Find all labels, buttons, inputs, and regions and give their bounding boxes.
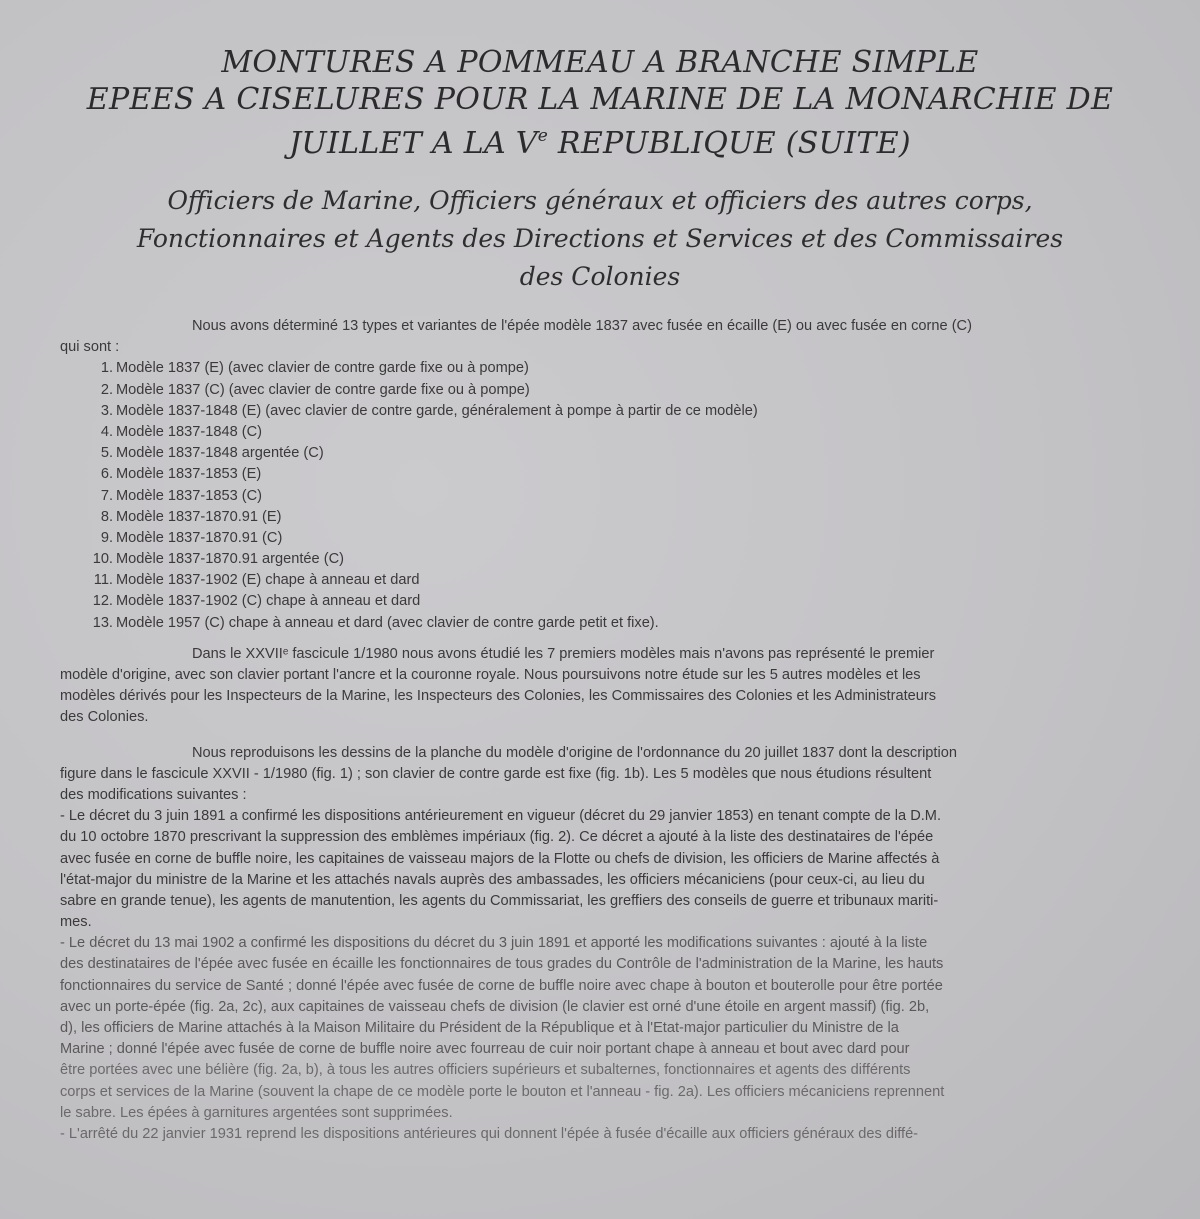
title-line-3-start: JUILLET A LA V	[289, 126, 538, 161]
model-list-number: 13.	[92, 614, 113, 631]
spacer	[60, 729, 1150, 743]
para3-line-18: le sabre. Les épées à garnitures argentées sont supprimées.	[60, 1104, 453, 1121]
model-list-item	[60, 464, 1150, 485]
model-list-item	[60, 380, 1150, 401]
title-line-3	[0, 118, 1200, 162]
para3-line-14: d), les officiers de Marine attachés à la Maison Militaire du Président de la République et à l'Etat-major particulier du Ministre de la	[60, 1020, 899, 1036]
subtitle-line-2: Fonctionnaires et Agents des Directions et Services et des Commissaires	[136, 224, 1064, 253]
model-list-text: Modèle 1837-1853 (E)	[116, 466, 262, 483]
model-list-text: Modèle 1837-1848 (E) (avec clavier de contre garde, généralement à pompe à partir de ce modèle)	[116, 402, 758, 419]
model-list-number: 5.	[100, 445, 113, 462]
para3-line-16: être portées avec une bélière (fig. 2a, b), à tous les autres officiers supérieurs et subalternes, fonctionnaires et agents des différents	[60, 1062, 911, 1079]
intro-line-1: Nous avons déterminé 13 types et variantes de l'épée modèle 1837 avec fusée en écaille (E) ou avec fusée en corne (C)	[192, 318, 972, 334]
title-line-3-end: REPUBLIQUE (SUITE)	[548, 126, 911, 161]
model-list-text: Modèle 1837-1902 (E) chape à anneau et dard	[116, 572, 420, 589]
model-list-item	[60, 613, 1150, 634]
subtitle-line-3: des Colonies	[519, 262, 681, 291]
model-list-number: 9.	[100, 529, 113, 546]
title-superscript: e	[537, 126, 549, 146]
para2-line-4: des Colonies.	[60, 709, 149, 726]
para3-line-11: des destinataires de l'épée avec fusée en écaille les fonctionnaires de tous grades du Contrôle de l'administration de la Marine, les hauts	[60, 956, 944, 973]
model-list-text: Modèle 1837-1848 argentée (C)	[116, 445, 324, 462]
model-list-item	[60, 570, 1150, 591]
page-subtitle	[0, 182, 1200, 296]
model-list-number: 8.	[100, 508, 113, 525]
para3-line-8: sabre en grande tenue), les agents de manutention, les agents du Commissariat, les greffiers des conseils de guerre et tribunaux mariti-	[60, 892, 939, 909]
model-list-text: Modèle 1837-1848 (C)	[116, 423, 263, 440]
model-list-text: Modèle 1837-1870.91 (E)	[116, 508, 282, 525]
para3-line-7: l'état-major du ministre de la Marine et les attachés navals auprès des ambassades, les officiers mécaniciens (pour ceux-ci, au lieu du	[60, 871, 925, 888]
para3-line-17: corps et services de la Marine (souvent la chape de ce modèle porte le bouton et l'anneau - fig. 2a). Les officiers mécaniciens reprennent	[60, 1083, 945, 1100]
model-list-text: Modèle 1837 (C) (avec clavier de contre garde fixe ou à pompe)	[116, 381, 530, 398]
title-line-1: MONTURES A POMMEAU A BRANCHE SIMPLE	[221, 45, 979, 80]
para3-line-12: fonctionnaires du service de Santé ; donné l'épée avec fusée de corne de buffle noire avec chape à bouton et bouterolle pour être portée	[60, 977, 943, 994]
model-list-number: 12.	[92, 593, 113, 610]
model-list-item	[60, 591, 1150, 612]
page-title	[0, 44, 1200, 162]
para3-line-4: - Le décret du 3 juin 1891 a confirmé les dispositions antérieurement en vigueur (décret du 29 janvier 1853) en tenant compte de la D.M.	[60, 808, 941, 825]
model-list-item	[60, 401, 1150, 422]
model-list-text: Modèle 1957 (C) chape à anneau et dard (avec clavier de contre garde petit et fixe).	[116, 614, 659, 631]
model-list-number: 11.	[93, 572, 113, 589]
model-list-text: Modèle 1837-1853 (C)	[116, 487, 263, 504]
model-list-text: Modèle 1837 (E) (avec clavier de contre garde fixe ou à pompe)	[116, 360, 529, 377]
para2-line-3: modèles dérivés pour les Inspecteurs de la Marine, les Inspecteurs des Colonies, les Commissaires des Colonies et les Administrateurs	[60, 688, 937, 705]
model-list-item	[60, 358, 1150, 379]
model-list-number: 4.	[100, 423, 113, 440]
model-list-number: 7.	[100, 487, 113, 504]
model-list-item	[60, 422, 1150, 443]
model-list	[60, 358, 1150, 633]
para2-line-2: modèle d'origine, avec son clavier portant l'ancre et la couronne royale. Nous poursuivons notre étude sur les 5 autres modèles et les	[60, 667, 921, 683]
para3-line-10: - Le décret du 13 mai 1902 a confirmé les dispositions du décret du 3 juin 1891 et apporté les modifications suivantes : ajouté à la liste	[60, 935, 928, 952]
para3-line-13: avec un porte-épée (fig. 2a, 2c), aux capitaines de vaisseau chefs de division (le clavier est orné d'une étoile en argent massif) (fig. 2b,	[60, 998, 930, 1015]
model-list-text: Modèle 1837-1870.91 (C)	[116, 529, 283, 546]
para3-line-2: figure dans le fascicule XXVII - 1/1980 (fig. 1) ; son clavier de contre garde est fixe (fig. 1b). Les 5 modèles que nous étudions résultent	[60, 765, 932, 782]
model-list-number: 6.	[100, 466, 113, 483]
para3-line-15: Marine ; donné l'épée avec fusée de corne de buffle noire avec fourreau de cuir noir portant chape à anneau et bout avec dard pour	[60, 1041, 910, 1058]
model-list-item	[60, 443, 1150, 464]
para3-line-5: du 10 octobre 1870 prescrivant la suppression des emblèmes impériaux (fig. 2). Ce décret a ajouté à la liste des destinataires de l'épée	[60, 829, 934, 846]
model-list-text: Modèle 1837-1902 (C) chape à anneau et dard	[116, 593, 421, 610]
model-list-item	[60, 507, 1150, 528]
para3-line-1: Nous reproduisons les dessins de la planche du modèle d'origine de l'ordonnance du 20 juillet 1837 dont la description	[192, 744, 957, 761]
para3-line-3: des modifications suivantes :	[60, 786, 247, 803]
spacer	[60, 634, 1150, 644]
para2-line-1: Dans le XXVIIᵉ fascicule 1/1980 nous avons étudié les 7 premiers modèles mais n'avons pas représenté le premier	[192, 645, 935, 662]
para3-line-9: mes.	[60, 914, 92, 931]
subtitle-line-1: Officiers de Marine, Officiers généraux et officiers des autres corps,	[167, 186, 1033, 215]
para3-line-19: - L'arrêté du 22 janvier 1931 reprend les dispositions antérieures qui donnent l'épée à fusée d'écaille aux officiers généraux des diffé-	[60, 1125, 919, 1142]
title-line-2: EPEES A CISELURES POUR LA MARINE DE LA MONARCHIE DE	[86, 82, 1114, 117]
model-list-number: 3.	[100, 402, 113, 419]
para3-line-6: avec fusée en corne de buffle noire, les capitaines de vaisseau majors de la Flotte ou chefs de division, les officiers de Marine affectés à	[60, 850, 940, 867]
model-list-number: 2.	[100, 381, 113, 398]
model-list-item	[60, 528, 1150, 549]
model-list-item	[60, 549, 1150, 570]
model-list-item	[60, 486, 1150, 507]
model-list-number: 1.	[100, 360, 113, 377]
intro-line-2: qui sont :	[60, 339, 120, 356]
model-list-number: 10.	[92, 551, 113, 568]
body-text	[60, 316, 1150, 1145]
model-list-text: Modèle 1837-1870.91 argentée (C)	[116, 551, 344, 568]
